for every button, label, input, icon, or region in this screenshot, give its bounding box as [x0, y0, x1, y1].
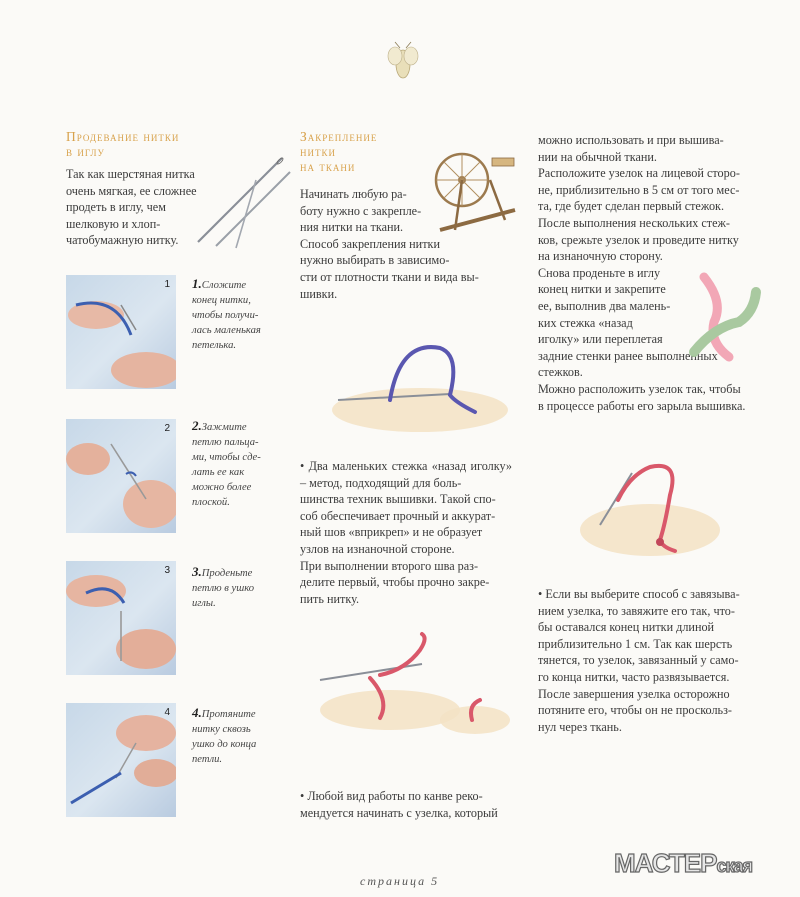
step-caption-2 [192, 418, 292, 510]
securing-intro [300, 186, 510, 302]
text-line: нул через ткань. [538, 719, 622, 734]
text-line: мендуется начинать с узелка, который [300, 805, 498, 820]
page-number: страница 5 [360, 874, 440, 888]
text-line: го конца нитки, часто развязывается. [538, 669, 730, 684]
step-photo-1 [66, 275, 176, 389]
text-line: нужно выбирать в зависимо- [300, 253, 450, 268]
text-line: ния нитки на ткани. [300, 220, 404, 235]
caption-line: лать ее как [192, 467, 245, 478]
step-number: 1 [164, 279, 170, 290]
text-line: приблизительно 1 см. Так как шерсть [538, 636, 733, 651]
text-line: Способ закрепления нитки [300, 236, 440, 251]
text-line: та, где будет сделан первый стежок. [538, 199, 725, 214]
caption-line: петлю в ушко [192, 583, 255, 594]
text-line: сти от плотности ткани и вида вы- [300, 269, 479, 284]
text-line: боту нужно с закрепле- [300, 203, 422, 218]
needle-thread-blue-icon [330, 330, 510, 440]
yarn-skeins-icon [684, 272, 764, 362]
caption-line: чтобы получи- [192, 310, 259, 321]
step-photo-2 [66, 419, 176, 533]
text-line: ков, срежьте узелок и проведите нитку [538, 232, 739, 247]
needle-thread-red-icon [310, 630, 520, 740]
caption-line: ушко до конца [192, 739, 257, 750]
step-label: 1. [192, 276, 202, 291]
knot-method-text [538, 586, 750, 735]
text-line: шивки. [300, 286, 338, 301]
step-label: 4. [192, 705, 202, 720]
text-line: • Если вы выберите способ с завязыва- [538, 587, 740, 601]
text-line: можно использовать и при вышива- [538, 133, 724, 147]
watermark-logo [614, 848, 752, 879]
caption-line: нитку сквозь [192, 724, 251, 735]
text-line: в процессе работы его зарыла вышивка. [538, 398, 746, 413]
text-line: Можно расположить узелок так, чтобы [538, 381, 741, 396]
caption-line: петелька. [192, 340, 237, 351]
text-line: Так как шерстяная нитка [66, 167, 195, 181]
text-line: • Любой вид работы по канве реко- [300, 789, 483, 803]
text-line: иголку» или переплетая [538, 332, 663, 347]
text-line: После выполнения нескольких стеж- [538, 215, 730, 230]
caption-line: лась маленькая [192, 325, 261, 336]
text-line: ких стежка «назад [538, 315, 633, 330]
text-line: пить нитку. [300, 591, 360, 606]
securing-knot-intro [300, 788, 512, 821]
needles-icon [186, 150, 296, 250]
text-line: узлов на изнаночной стороне. [300, 541, 455, 556]
text-line: делите первый, чтобы прочно закре- [300, 575, 490, 590]
caption-line: Сложите [201, 280, 247, 291]
knot-thread-icon [570, 455, 720, 565]
text-line: • Два маленьких стежка «назад иголку» – метод, подходящий для боль- [300, 459, 512, 490]
caption-line: плоской. [192, 497, 230, 508]
text-line: стежков. [538, 365, 583, 380]
step-caption-3 [192, 564, 292, 611]
step-label: 3. [192, 564, 202, 579]
caption-line: можно более [192, 482, 252, 493]
caption-line: Проденьте [201, 568, 253, 579]
step-label: 2. [192, 418, 202, 433]
caption-line: петлю пальца- [192, 437, 259, 448]
step-caption-1 [192, 276, 292, 353]
text-line: чатобумажную нитку. [66, 233, 179, 248]
section-heading-securing [300, 129, 410, 174]
text-line: После завершения узелка осторожно [538, 686, 730, 701]
text-line: нии на обычной ткани. [538, 149, 657, 164]
caption-line: Протяните [201, 709, 256, 720]
step-number: 3 [164, 565, 170, 576]
step-number: 4 [164, 707, 170, 718]
caption-line: конец нитки, [192, 295, 251, 306]
step-photo-3 [66, 561, 176, 675]
text-line: шелковую и хлоп- [66, 216, 161, 231]
text-line: очень мягкая, ее сложнее [66, 183, 197, 198]
threading-intro [66, 166, 197, 249]
text-line: При выполнении второго шва раз- [300, 558, 479, 573]
heading-line: на ткани [300, 159, 356, 174]
caption-line: петли. [192, 754, 223, 765]
text-line: задние стенки ранее выполненных [538, 348, 718, 363]
text-line: тянется, то узелок, завязанный у само- [538, 653, 739, 668]
text-line: бы оставался конец нитки длиной [538, 620, 715, 635]
securing-backstitch [300, 458, 512, 607]
watermark-text: ская [716, 856, 753, 876]
step-photo-4 [66, 703, 176, 817]
text-line: шинства техник вышивки. Такой спо- [300, 492, 496, 507]
text-line: соб обеспечивает прочный и аккурат- [300, 508, 496, 523]
heading-line: нитки [300, 144, 336, 159]
caption-line: Зажмите [201, 422, 247, 433]
text-line: нием узелка, то завяжите его так, что- [538, 603, 735, 618]
step-caption-4 [192, 705, 292, 767]
watermark-text: МАСТЕР [614, 848, 717, 878]
heading-line: Закрепление [300, 129, 378, 144]
text-line: на изнаночную сторону. [538, 249, 663, 264]
text-line: потяните его, чтобы он не проскольз- [538, 703, 732, 718]
caption-line: иглы. [192, 598, 216, 609]
text-line: конец нитки и закрепите [538, 282, 666, 297]
moth-icon [386, 40, 420, 84]
text-line: ее, выполнив два малень- [538, 298, 671, 313]
heading-line: Продевание нитки [66, 129, 180, 144]
caption-line: ми, чтобы сде- [192, 452, 261, 463]
heading-line: в иглу [66, 144, 105, 159]
text-line: не, приблизительно в 5 см от того мес- [538, 182, 740, 197]
text-line: Снова проденьте в иглу [538, 265, 661, 280]
text-line: Начинать любую ра- [300, 187, 407, 201]
step-number: 2 [164, 423, 170, 434]
text-line: ный шов «вприкреп» и не образует [300, 525, 483, 540]
text-line: Расположите узелок на лицевой сторо- [538, 166, 740, 181]
text-line: продеть в иглу, чем [66, 200, 166, 215]
